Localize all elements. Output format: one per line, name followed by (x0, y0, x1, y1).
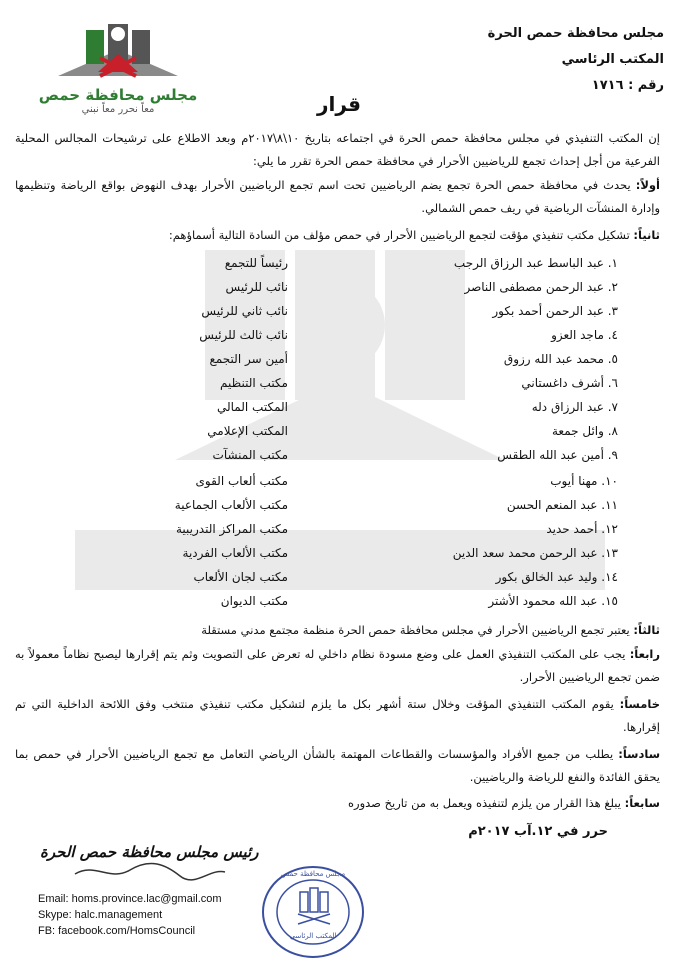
clause-second (15, 224, 660, 247)
member-name: ١٣. عبد الرحمن محمد سعد الدين (452, 546, 618, 560)
clause-first-label: أولاً: (635, 178, 660, 192)
council-emblem (28, 14, 208, 80)
member-role: المكتب الإعلامي (207, 424, 288, 438)
member-role: نائب ثالث للرئيس (199, 328, 288, 342)
member-role: مكتب الألعاب الجماعية (174, 498, 288, 512)
member-name: ٧. عبد الرزاق دله (531, 400, 618, 414)
member-name: ٨. وائل جمعة (551, 424, 618, 438)
member-role: مكتب التنظيم (220, 376, 288, 390)
clause-first (15, 174, 660, 220)
member-row (58, 328, 618, 352)
member-row (58, 256, 618, 280)
member-name: ١٥. عبد الله محمود الأشتر (488, 594, 618, 608)
member-role: المكتب المالي (216, 400, 288, 414)
member-row (58, 498, 618, 522)
member-role: مكتب لجان الألعاب (193, 570, 288, 584)
clause-seventh (15, 792, 660, 815)
clause-sixth-text: يطلب من جميع الأفراد والمؤسسات والقطاعات المهتمة بالشأن الرياضي التعامل مع تجمع الرياضيين الأحرار في حمص بما يحقق الفائدة والنفع للرياضة والرياضيين. (15, 747, 660, 784)
contact-email (38, 893, 222, 905)
member-role: أمين سر التجمع (209, 352, 288, 366)
clause-fifth (15, 693, 660, 739)
clause-second-label: ثانياً: (633, 228, 660, 242)
logo-name: مجلس محافظة حمص (38, 86, 198, 104)
member-role: مكتب الألعاب الفردية (182, 546, 288, 560)
clause-fourth (15, 643, 660, 689)
clause-fifth-label: خامساً: (619, 697, 660, 711)
signature-scribble (70, 860, 230, 884)
member-role: نائب للرئيس (225, 280, 288, 294)
clause-fifth-text: يقوم المكتب التنفيذي المؤقت وخلال ستة أشهر بكل ما يلزم لتشكيل مكتب تنفيذي منتخب وفق اللائحة الداخلية التي تم إقرارها. (15, 697, 660, 734)
clause-third-label: ثالثاً: (633, 623, 660, 637)
contact-skype: Skype: halc.management (38, 909, 163, 921)
issue-date: حرر في ١٢.آب ٢٠١٧م (468, 824, 608, 839)
member-row (58, 424, 618, 448)
member-row (58, 304, 618, 328)
member-row (58, 546, 618, 570)
official-seal (258, 862, 368, 962)
clause-fourth-label: رابعاً: (629, 647, 660, 661)
clause-sixth (15, 743, 660, 789)
member-row (58, 352, 618, 376)
member-role: مكتب ألعاب القوى (195, 474, 288, 488)
intro-paragraph: إن المكتب التنفيذي في مجلس محافظة حمص الحرة في اجتماعه بتاريخ ١٠\٨\٢٠١٧م وبعد الاطلاع على ترشيحات المجالس المحلية الفرعية من أجل إحداث تجمع للرياضيين الأحرار في محافظة حمص الحرة تقرر ما يلي: (15, 131, 660, 168)
clause-second-text: تشكيل مكتب تنفيذي مؤقت لتجمع الرياضيين الأحرار في حمص مؤلف من السادة التالية أسماؤهم: (168, 228, 630, 242)
header-council: مجلس محافظة حمص الحرة (487, 26, 664, 41)
member-name: ١١. عبد المنعم الحسن (506, 498, 618, 512)
member-name: ٣. عبد الرحمن أحمد بكور (492, 304, 618, 318)
member-role: مكتب المراكز التدريبية (175, 522, 288, 536)
member-row (58, 280, 618, 304)
member-row (58, 448, 618, 472)
member-role: مكتب المنشآت (212, 448, 288, 462)
member-role: مكتب الديوان (220, 594, 288, 608)
document-title: قرار (317, 92, 361, 116)
logo-tagline: معاً نحرر معاً نبني (81, 104, 155, 115)
member-name: ٤. ماجد العزو (551, 328, 618, 342)
member-row (58, 570, 618, 594)
seal-bottom-text: المكتب الرئاسي (289, 932, 337, 940)
header-number: رقم : ١٧١٦ (591, 78, 664, 93)
clause-first-text: يحدث في محافظة حمص الحرة تجمع يضم الرياضيين تحت اسم تجمع الرياضيين الأحرار بهدف النهوض بواقع الرياضة وتنظيمها وإدارة المنشآت الرياضية في ريف حمص الشمالي. (15, 178, 660, 215)
contact-facebook: FB: facebook.com/HomsCouncil (38, 925, 196, 937)
member-name: ٥. محمد عبد الله رزوق (503, 352, 618, 366)
clause-third-text: يعتبر تجمع الرياضيين الأحرار في مجلس محافظة حمص الحرة منظمة مجتمع مدني مستقلة (201, 623, 630, 637)
member-row (58, 594, 618, 618)
header-office: المكتب الرئاسي (561, 52, 664, 67)
member-row (58, 400, 618, 424)
member-name: ١٢. أحمد حديد (546, 522, 618, 536)
member-row (58, 474, 618, 498)
member-name: ٦. أشرف داغستاني (521, 376, 618, 390)
member-name: ٩. أمين عبد الله الطقس (497, 448, 618, 462)
member-name: ١٠. مهنا أيوب (550, 474, 618, 488)
clause-seventh-label: سابعاً: (624, 796, 660, 810)
member-role: نائب ثاني للرئيس (201, 304, 288, 318)
member-name: ٢. عبد الرحمن مصطفى الناصر (464, 280, 618, 294)
member-row (58, 376, 618, 400)
clause-seventh-text: يبلغ هذا القرار من يلزم لتنفيذه ويعمل به من تاريخ صدوره (347, 796, 621, 810)
clause-sixth-label: سادساً: (618, 747, 661, 761)
member-name: ١٤. وليد عبد الخالق بكور (495, 570, 618, 584)
seal-top-text: مجلس محافظة حمص (280, 870, 346, 878)
clause-fourth-text: يجب على المكتب التنفيذي العمل على وضع مسودة نظام داخلي له تعرض على التصويت وثم يتم إقرارها ليصبح نظاماً معمولاً به ضمن تجمع الرياضيين الأحرار. (15, 647, 660, 684)
clause-third (15, 619, 660, 642)
member-role: رئيساً للتجمع (224, 256, 288, 270)
contact-email-text: Email: homs.province.lac@gmail.com (38, 893, 222, 905)
member-name: ١. عبد الباسط عبد الرزاق الرجب (453, 256, 618, 270)
signature-title: رئيس مجلس محافظة حمص الحرة (40, 843, 259, 861)
member-row (58, 522, 618, 546)
